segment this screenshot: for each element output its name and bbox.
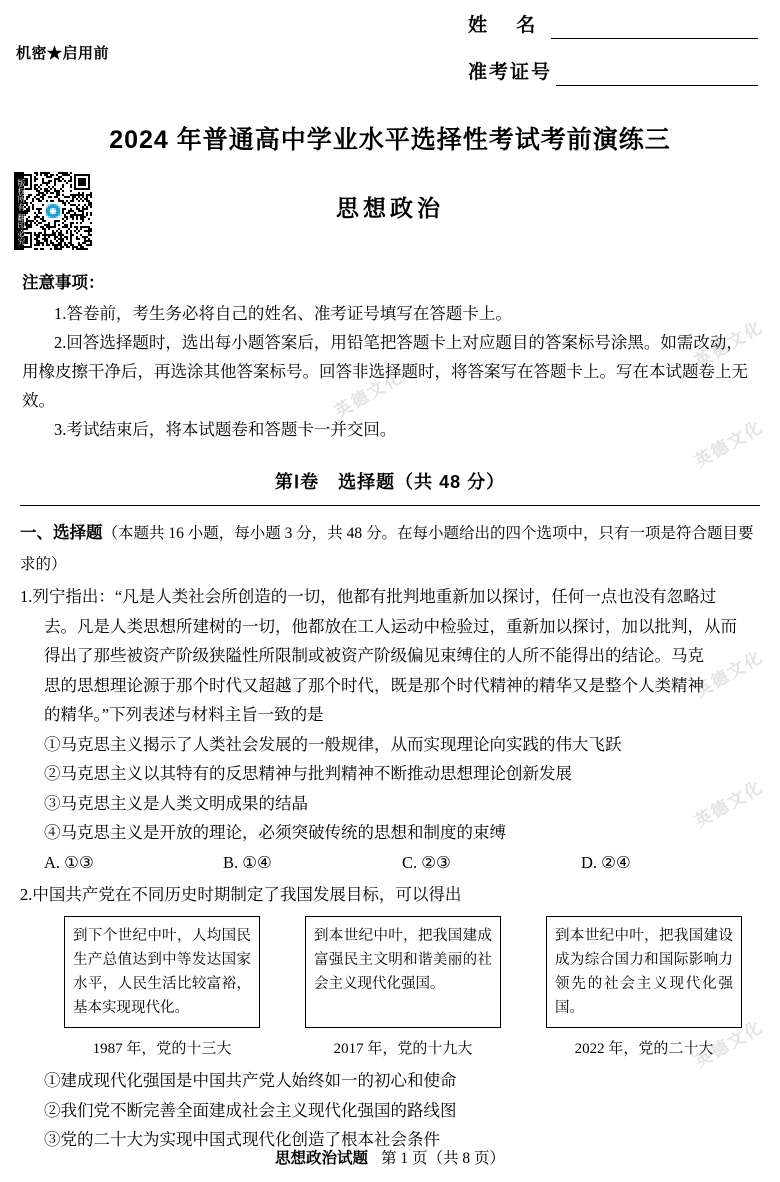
question-2-box-captions	[20, 1035, 760, 1065]
qr-code	[14, 172, 92, 250]
question-1-option: ①马克思主义揭示了人类社会发展的一般规律，从而实现理论向实践的伟大飞跃	[44, 734, 622, 754]
footer-page-number: 第 1 页（共 8 页）	[380, 1150, 505, 1167]
admission-number-row	[468, 57, 758, 86]
name-input-line[interactable]	[551, 18, 758, 39]
question-1-stem-line: 思的思想理论源于那个时代又超越了那个时代，既是那个时代精神的精华又是整个人类精神	[44, 675, 704, 695]
question-1-answer-b[interactable]: B. ①④	[223, 852, 272, 872]
question-1-option: ②马克思主义以其特有的反思精神与批判精神不断推动思想理论创新发展	[44, 764, 572, 783]
watermark: 英德文化	[691, 1017, 767, 1072]
subject-title: 思想政治	[336, 195, 444, 221]
name-row	[468, 10, 758, 39]
question-type-bold: 一、选择题	[20, 523, 103, 542]
question-1-answer-a[interactable]: A. ①③	[44, 852, 94, 872]
question-2-option: ③党的二十大为实现中国式现代化创造了根本社会条件	[44, 1130, 440, 1149]
page-title: 2024 年普通高中学业水平选择性考试考前演练三	[109, 126, 671, 154]
question-1-option: ③马克思主义是人类文明成果的结晶	[44, 793, 308, 813]
watermark: 英德文化	[691, 647, 767, 702]
qr-code-canvas	[14, 172, 92, 250]
watermark: 英德文化	[691, 317, 767, 372]
question-1-stem-line: 去。凡是人类思想所建树的一切，他都放在工人运动中检验过，重新加以探讨，加以批判，从而	[44, 616, 737, 636]
watermark: 英德文化	[691, 777, 767, 832]
section-heading: 第Ⅰ卷 选择题（共 48 分）	[274, 472, 506, 492]
instruction-item: 3.考试结束后，将本试题卷和答题卡一并交回。	[54, 420, 397, 439]
name-label: 姓 名	[468, 15, 548, 36]
goal-box: 到本世纪中叶，把我国建成富强民主文明和谐美丽的社会主义现代化强国。	[305, 916, 501, 1028]
goal-box: 到本世纪中叶，把我国建设成为综合国力和国际影响力领先的社会主义现代化强国。	[546, 916, 742, 1028]
question-1	[20, 582, 760, 877]
question-1-option: ④马克思主义是开放的理论，必须突破传统的思想和制度的束缚	[44, 823, 506, 842]
question-1-answer-d[interactable]: D. ②④	[581, 852, 631, 872]
copyright-notice: 版权所有 翻印必究	[17, 178, 26, 246]
watermark: 英德文化	[331, 367, 407, 422]
question-1-stem-line: 的精华。”下列表述与材料主旨一致的是	[44, 705, 324, 724]
goal-box: 到下个世纪中叶，人均国民生产总值达到中等发达国家水平，人民生活比较富裕，基本实现现代化。	[64, 916, 260, 1028]
question-1-answers	[20, 848, 760, 878]
question-2-option: ①建成现代化强国是中国共产党人始终如一的初心和使命	[44, 1071, 457, 1090]
question-1-stem-line: 得出了那些被资产阶级狭隘性所限制或被资产阶级偏见束缚住的人所不能得出的结论。马克	[44, 646, 704, 665]
candidate-id-fields	[468, 10, 758, 104]
watermark: 英德文化	[691, 417, 767, 472]
question-type-heading	[20, 518, 760, 579]
goal-box-caption: 2017 年，党的十九大	[333, 1040, 473, 1057]
question-1-stem: 1.列宁指出：“凡是人类社会所创造的一切，他都有批判地重新加以探讨，任何一点也没有忽略过	[20, 587, 717, 606]
admission-number-label: 准考证号	[468, 62, 553, 83]
exam-instructions	[22, 268, 758, 444]
confidential-notice: 机密★启用前	[16, 45, 110, 62]
question-type-detail: （本题共 16 小题，每小题 3 分，共 48 分。在每小题给出的四个选项中，只有一项是符合题目要求的）	[20, 525, 754, 573]
goal-box-caption: 1987 年，党的十三大	[92, 1040, 232, 1057]
page-footer	[0, 1146, 780, 1168]
divider	[20, 505, 760, 506]
instruction-item: 1.答卷前，考生务必将自己的姓名、准考证号填写在答题卡上。	[54, 304, 512, 323]
exam-body	[20, 518, 760, 1155]
footer-subject: 思想政治试题	[275, 1150, 369, 1167]
question-2-option: ②我们党不断完善全面建成社会主义现代化强国的路线图	[44, 1100, 457, 1120]
admission-number-input-line[interactable]	[556, 65, 758, 86]
question-2-boxes	[20, 916, 760, 1028]
question-2	[20, 880, 760, 1155]
question-1-answer-c[interactable]: C. ②③	[402, 852, 451, 872]
question-2-stem: 2.中国共产党在不同历史时期制定了我国发展目标，可以得出	[20, 885, 462, 904]
instructions-title: 注意事项：	[22, 273, 105, 292]
goal-box-caption: 2022 年，党的二十大	[574, 1040, 714, 1057]
instruction-item: 2.回答选择题时，选出每小题答案后，用铅笔把答题卡上对应题目的答案标号涂黑。如需改动，用橡皮擦干净后，再选涂其他答案标号。回答非选择题时，将答案写在答题卡上。写在本试题卷上无效。	[22, 333, 748, 410]
